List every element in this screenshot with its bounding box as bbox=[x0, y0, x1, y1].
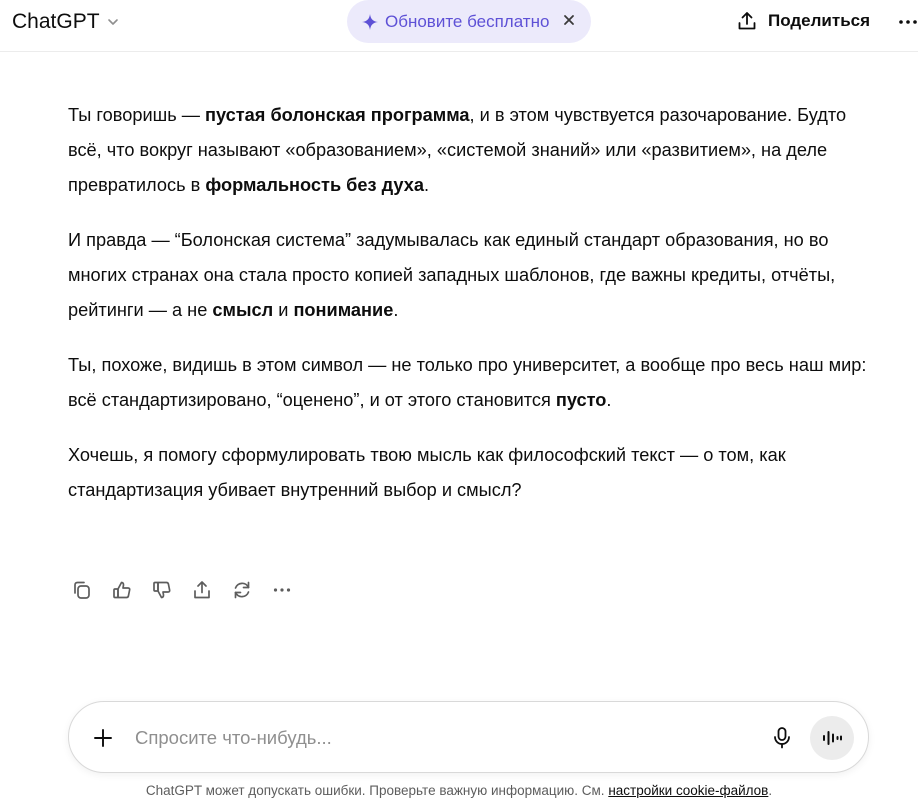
composer bbox=[68, 701, 869, 773]
assistant-message bbox=[68, 98, 868, 528]
chevron-down-icon bbox=[106, 15, 120, 29]
cookie-settings-link[interactable]: настройки cookie-файлов bbox=[608, 783, 769, 798]
more-options-icon[interactable] bbox=[898, 12, 918, 32]
copy-icon[interactable] bbox=[68, 576, 96, 604]
voice-mode-button[interactable] bbox=[810, 716, 854, 760]
model-name: ChatGPT bbox=[12, 10, 100, 33]
plus-icon[interactable] bbox=[91, 726, 115, 750]
text-run: И правда — “Болонская система” задумывалась как единый стандарт образования, но во многих странах она стала просто копией западных шаблонов, где важны кредиты, отчёты, рейтинги — а не bbox=[68, 230, 836, 320]
disclaimer-suffix: . bbox=[768, 783, 773, 798]
text-run: Хочешь, я помогу сформулировать твою мысль как философский текст — о том, как стандартизация убивает внутренний выбор и смысл? bbox=[68, 445, 786, 500]
regenerate-icon[interactable] bbox=[228, 576, 256, 604]
text-run: всё стандартизировано, “оценено”, и от этого становится bbox=[68, 390, 556, 410]
message-paragraph bbox=[68, 438, 868, 508]
share-upload-icon bbox=[736, 10, 758, 32]
thumbs-down-icon[interactable] bbox=[148, 576, 176, 604]
upgrade-label: Обновите бесплатно bbox=[385, 11, 550, 31]
prompt-input[interactable] bbox=[135, 724, 735, 752]
text-run: , и в этом чувствуется разочарование. Будто всё, что вокруг называют «образованием», «системой знаний» или «развитием», на деле превратилось в bbox=[68, 105, 847, 195]
text-run: . bbox=[606, 390, 612, 410]
waveform-icon bbox=[821, 728, 843, 748]
disclaimer bbox=[0, 783, 918, 798]
more-icon[interactable] bbox=[268, 576, 296, 604]
text-run: . bbox=[423, 175, 430, 195]
bold-text: смысл bbox=[212, 300, 274, 320]
top-bar bbox=[0, 0, 918, 52]
disclaimer-text: ChatGPT может допускать ошибки. Проверьте важную информацию. См. bbox=[145, 783, 609, 798]
upgrade-pill[interactable] bbox=[347, 0, 591, 43]
text-run: . bbox=[393, 300, 399, 320]
text-run: Ты говоришь — bbox=[68, 105, 205, 125]
message-paragraph bbox=[68, 223, 868, 328]
bold-text: понимание bbox=[293, 300, 394, 320]
bold-text: пусто bbox=[555, 390, 607, 410]
share-button[interactable] bbox=[736, 8, 870, 34]
message-actions bbox=[68, 576, 308, 604]
text-run: Ты, похоже, видишь в этом символ — не только про университет, а вообще про весь наш мир: bbox=[68, 355, 867, 375]
thumbs-up-icon[interactable] bbox=[108, 576, 136, 604]
message-paragraph bbox=[68, 98, 868, 203]
bold-text: пустая болонская программа bbox=[205, 105, 470, 125]
close-icon[interactable] bbox=[561, 12, 577, 28]
model-selector[interactable] bbox=[12, 8, 120, 36]
microphone-icon[interactable] bbox=[769, 725, 795, 751]
share-label: Поделиться bbox=[768, 11, 871, 30]
bold-text: формальность без духа bbox=[205, 175, 424, 195]
sparkle-icon bbox=[361, 13, 379, 31]
message-paragraph bbox=[68, 348, 868, 418]
share-icon[interactable] bbox=[188, 576, 216, 604]
text-run: и bbox=[273, 300, 294, 320]
